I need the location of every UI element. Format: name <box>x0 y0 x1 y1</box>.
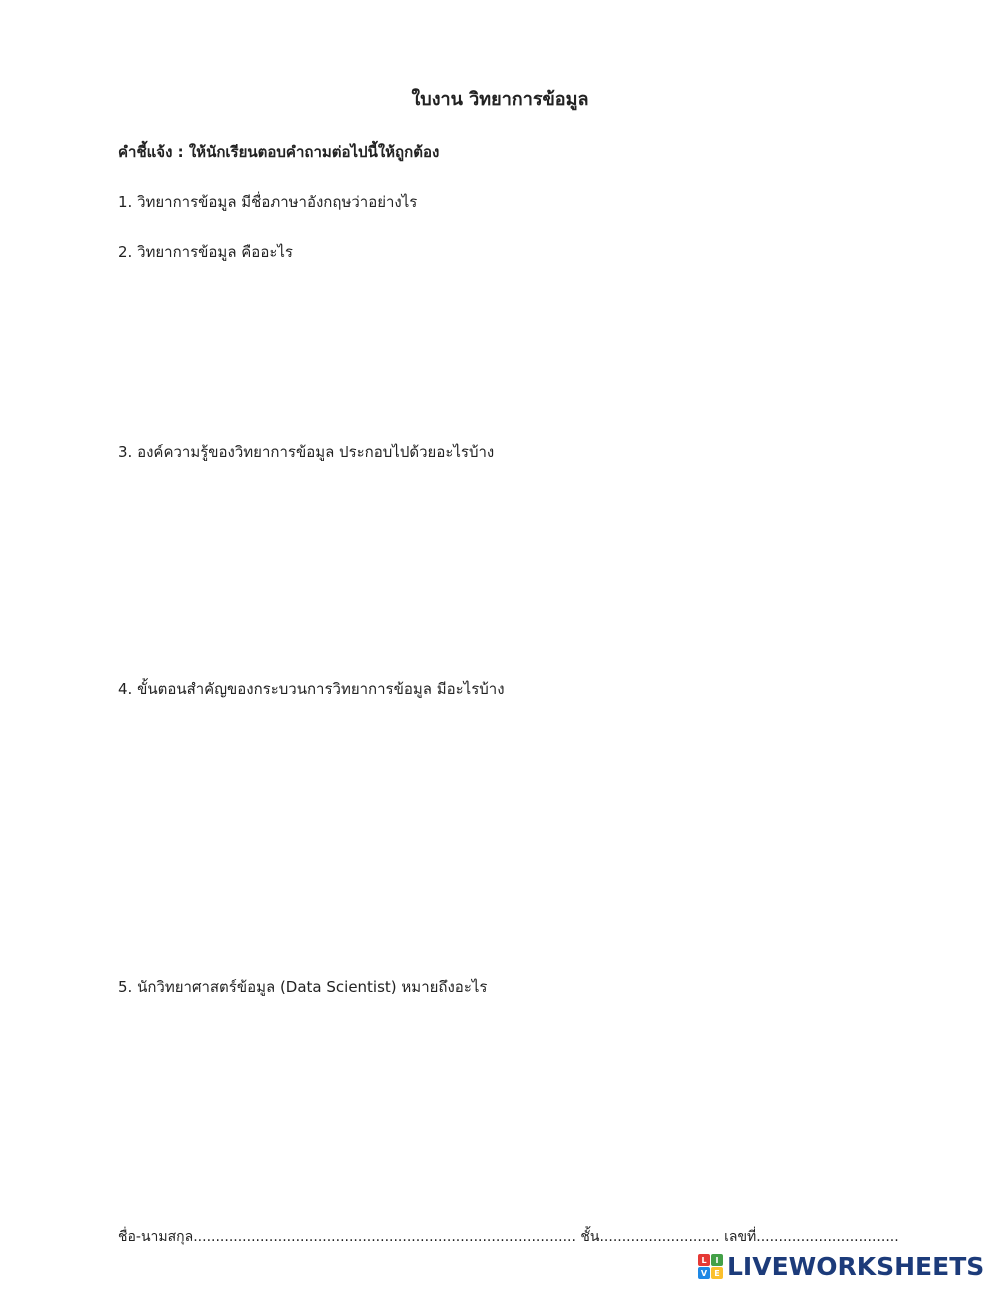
instruction-text: คำชี้แจ้ง : ให้นักเรียนตอบคำถามต่อไปนี้ให้ถูกต้อง <box>118 143 440 161</box>
student-info-footer <box>118 1226 899 1248</box>
question-3: 3. องค์ความรู้ของวิทยาการข้อมูล ประกอบไปด้วยอะไรบ้าง <box>118 443 495 461</box>
liveworksheets-brand <box>698 1252 984 1281</box>
name-field: ชื่อ-นามสกุล...................................................................................... <box>118 1229 576 1245</box>
logo-letter-i: I <box>711 1254 723 1266</box>
worksheet-title: ใบงาน วิทยาการข้อมูล <box>411 89 589 110</box>
number-field: เลขที่................................ <box>724 1229 899 1245</box>
question-2: 2. วิทยาการข้อมูล คืออะไร <box>118 243 293 261</box>
logo-letter-l: L <box>698 1254 710 1266</box>
class-field: ชั้น........................... <box>580 1229 720 1245</box>
question-4: 4. ขั้นตอนสำคัญของกระบวนการวิทยาการข้อมูล มีอะไรบ้าง <box>118 680 505 698</box>
brand-name: LIVEWORKSHEETS <box>727 1252 985 1281</box>
logo-letter-v: V <box>698 1267 710 1279</box>
question-1: 1. วิทยาการข้อมูล มีชื่อภาษาอังกฤษว่าอย่างไร <box>118 193 418 211</box>
liveworksheets-logo-icon <box>698 1254 723 1279</box>
logo-letter-e: E <box>711 1267 723 1279</box>
question-5: 5. นักวิทยาศาสตร์ข้อมูล (Data Scientist) หมายถึงอะไร <box>118 978 488 996</box>
